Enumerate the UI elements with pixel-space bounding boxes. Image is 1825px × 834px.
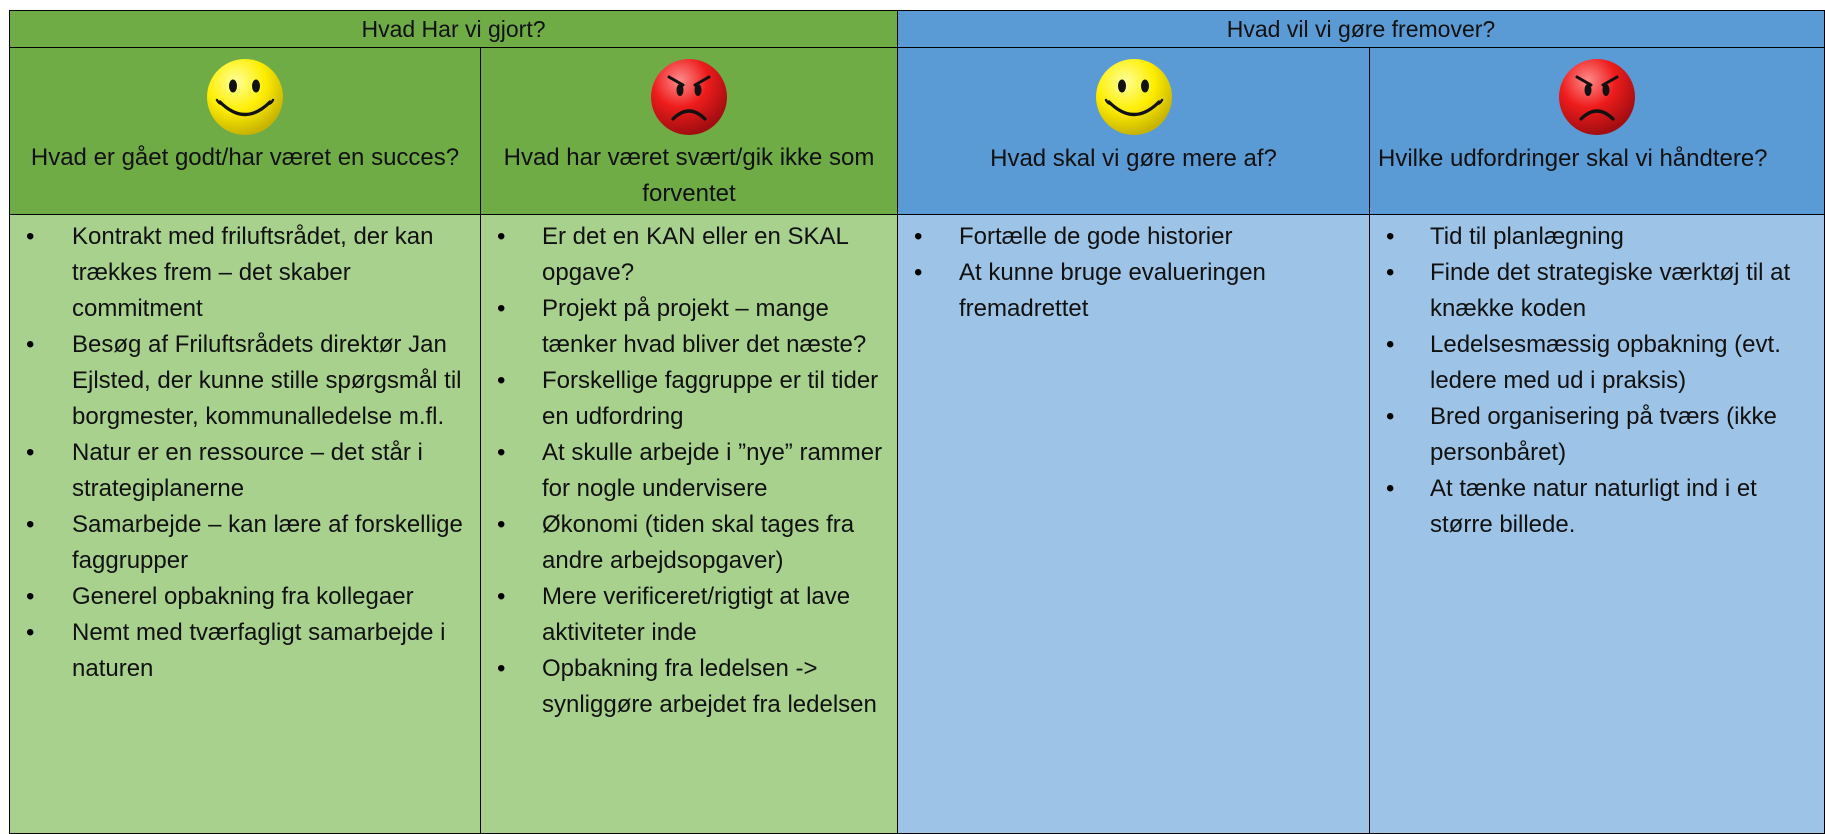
list-item: • Fortælle de gode historier	[898, 219, 1369, 255]
bullet-list	[10, 215, 480, 687]
list-item: • Ledelsesmæssig opbakning (evt. ledere med ud i praksis)	[1370, 327, 1824, 399]
column-body-challenges	[1369, 214, 1825, 834]
happy-face-icon	[1092, 57, 1176, 137]
angry-face-icon	[647, 57, 731, 137]
list-item: • Bred organisering på tværs (ikke personbåret)	[1370, 399, 1824, 471]
list-item: • Mere verificeret/rigtigt at lave aktiviteter inde	[481, 579, 897, 651]
column-question: Hvilke udfordringer skal vi håndtere?	[1378, 145, 1768, 172]
list-item: • Besøg af Friluftsrådets direktør Jan Ejlsted, der kunne stille spørgsmål til borgmester, kommunalledelse m.fl.	[10, 327, 480, 435]
list-item: • Projekt på projekt – mange tænker hvad bliver det næste?	[481, 291, 897, 363]
list-item: • At skulle arbejde i ”nye” rammer for nogle undervisere	[481, 435, 897, 507]
list-item: • Finde det strategiske værktøj til at knække koden	[1370, 255, 1824, 327]
column-header-more	[897, 47, 1370, 215]
list-item: • Opbakning fra ledelsen -> synliggøre arbejdet fra ledelsen	[481, 651, 897, 723]
list-item: • Tid til planlægning	[1370, 219, 1824, 255]
bullet-list	[481, 215, 897, 723]
bullet-list	[898, 215, 1369, 327]
list-item: • At kunne bruge evalueringen fremadrettet	[898, 255, 1369, 327]
column-question: Hvad har været svært/gik ikke som forventet	[503, 144, 875, 207]
list-item: • Forskellige faggruppe er til tider en udfordring	[481, 363, 897, 435]
column-header-difficult	[480, 47, 898, 215]
angry-face-icon	[1555, 57, 1639, 137]
evaluation-board	[9, 10, 1825, 821]
group-header-done	[9, 10, 898, 48]
list-item: • Natur er en ressource – det står i strategiplanerne	[10, 435, 480, 507]
column-question: Hvad skal vi gøre mere af?	[990, 145, 1277, 172]
list-item: • Generel opbakning fra kollegaer	[10, 579, 480, 615]
list-item: • At tænke natur naturligt ind i et større billede.	[1370, 471, 1824, 543]
column-body-difficult	[480, 214, 898, 834]
list-item: • Er det en KAN eller en SKAL opgave?	[481, 219, 897, 291]
group-header-future	[897, 10, 1825, 48]
list-item: • Økonomi (tiden skal tages fra andre arbejdsopgaver)	[481, 507, 897, 579]
list-item: • Kontrakt med friluftsrådet, der kan trækkes frem – det skaber commitment	[10, 219, 480, 327]
column-question: Hvad er gået godt/har været en succes?	[30, 144, 460, 171]
list-item: • Samarbejde – kan lære af forskellige faggrupper	[10, 507, 480, 579]
column-header-success	[9, 47, 481, 215]
column-body-more	[897, 214, 1370, 834]
bullet-list	[1370, 215, 1824, 543]
list-item: • Nemt med tværfagligt samarbejde i naturen	[10, 615, 480, 687]
column-header-challenges	[1369, 47, 1825, 215]
group-title-done: Hvad Har vi gjort?	[361, 16, 546, 42]
group-title-future: Hvad vil vi gøre fremover?	[1226, 16, 1496, 42]
happy-face-icon	[203, 57, 287, 137]
column-body-success	[9, 214, 481, 834]
